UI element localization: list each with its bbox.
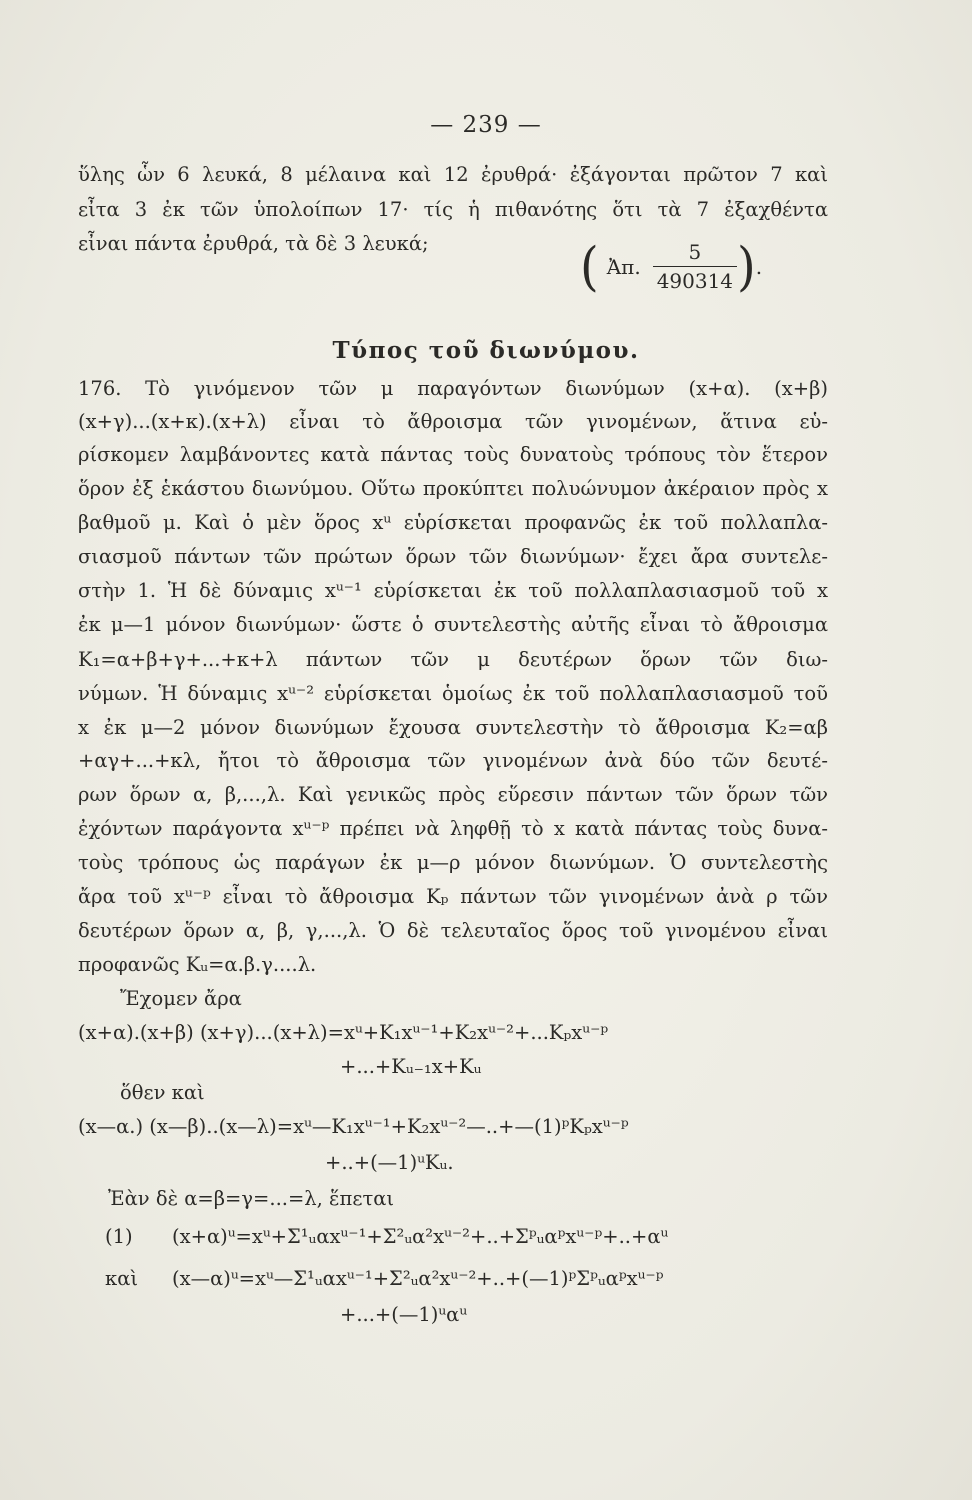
fraction-numerator: 5 (688, 240, 702, 264)
exomen-label: Ἔχομεν ἄρα (120, 987, 242, 1010)
answer-period: . (755, 254, 763, 279)
body-line: ρων ὅρων α, β,...,λ. Καὶ γενικῶς πρὸς εὕρεσιν πάντων τῶν ὅρων τῶν (78, 783, 828, 806)
body-line: ρίσκομεν λαμβάνοντες κατὰ πάντας τοὺς δυνατοὺς τρόπους τὸν ἕτερον (78, 443, 828, 466)
formula-difference-line2: +..+(—1)ᵘKᵤ. (325, 1151, 454, 1174)
body-line: ἄρα τοῦ xᵘ⁻ᵖ εἶναι τὸ ἄθροισμα Kₚ πάντων τῶν γινομένων ἀνὰ ρ τῶν (78, 885, 828, 908)
intro-line: εἶναι πάντα ἐρυθρά, τὰ δὲ 3 λευκά; (78, 232, 429, 255)
formula-product-line1: (x+α).(x+β) (x+γ)...(x+λ)=xᵘ+K₁xᵘ⁻¹+K₂xᵘ⁻²+...Kₚxᵘ⁻ᵖ (78, 1021, 609, 1044)
body-line: ἐχόντων παράγοντα xᵘ⁻ᵖ πρέπει νὰ ληφθῇ τὸ x κατὰ πάντας τοὺς δυνα- (78, 817, 828, 840)
binomial-expansion-sum: (x+α)ᵘ=xᵘ+Σ¹ᵤαxᵘ⁻¹+Σ²ᵤα²xᵘ⁻²+..+Σᵖᵤαᵖxᵘ⁻ᵖ+..+αᵘ (172, 1225, 669, 1248)
body-line: (x+γ)...(x+κ).(x+λ) εἶναι τὸ ἄθροισμα τῶν γινομένων, ἅτινα εὑ- (78, 410, 828, 433)
answer-fraction (580, 235, 763, 298)
othen-label: ὅθεν καὶ (120, 1081, 205, 1104)
body-line: δευτέρων ὅρων α, β, γ,...,λ. Ὁ δὲ τελευταῖος ὅρος τοῦ γινομένου εἶναι (78, 919, 828, 942)
binomial-expansion-diff-line1: (x—α)ᵘ=xᵘ—Σ¹ᵤαxᵘ⁻¹+Σ²ᵤα²xᵘ⁻²+..+(—1)ᵖΣᵖᵤαᵖxᵘ⁻ᵖ (172, 1267, 664, 1290)
body-line: νύμων. Ἡ δύναμις xᵘ⁻² εὑρίσκεται ὁμοίως ἐκ τοῦ πολλαπλασιασμοῦ τοῦ (78, 682, 828, 705)
section-title: Τύπος τοῦ διωνύμου. (332, 337, 640, 364)
intro-line: ὕλης ὧν 6 λευκά, 8 μέλαινα καὶ 12 ἐρυθρά· ἐξάγονται πρῶτον 7 καὶ (78, 163, 828, 186)
body-line: σιασμοῦ πάντων τῶν πρώτων ὅρων τῶν διωνύμων· ἔχει ἄρα συντελε- (78, 545, 828, 568)
answer-label: Ἀπ. (606, 254, 641, 279)
left-paren: ( (580, 235, 599, 298)
intro-line: εἶτα 3 ἐκ τῶν ὑπολοίπων 17· τίς ἡ πιθανότης ὅτι τὰ 7 ἐξαχθέντα (78, 198, 828, 221)
body-line: K₁=α+β+γ+...+κ+λ πάντων τῶν μ δευτέρων ὅρων τῶν διω- (78, 648, 828, 671)
equality-condition: Ἐὰν δὲ α=β=γ=...=λ, ἕπεται (108, 1187, 395, 1210)
body-line: +αγ+...+κλ, ἤτοι τὸ ἄθροισμα τῶν γινομένων ἀνὰ δύο τῶν δευτέ- (78, 749, 828, 772)
body-line: βαθμοῦ μ. Καὶ ὁ μὲν ὅρος xᵘ εὑρίσκεται προφανῶς ἐκ τοῦ πολλαπλα- (78, 511, 828, 534)
body-line: ὅρον ἐξ ἑκάστου διωνύμου. Οὕτω προκύπτει πολυώνυμον ἀκέραιον πρὸς x (78, 477, 828, 500)
right-paren: ) (737, 235, 756, 298)
body-line: στὴν 1. Ἡ δὲ δύναμις xᵘ⁻¹ εὑρίσκεται ἐκ τοῦ πολλαπλασιασμοῦ τοῦ x (78, 579, 828, 602)
fraction (653, 240, 737, 293)
formula-difference-line1: (x—α.) (x—β)..(x—λ)=xᵘ—K₁xᵘ⁻¹+K₂xᵘ⁻²—..+—(1)ᵖKₚxᵘ⁻ᵖ (78, 1115, 629, 1138)
body-line: x ἐκ μ—2 μόνον διωνύμων ἔχουσα συντελεστὴν τὸ ἄθροισμα K₂=αβ (78, 716, 828, 739)
body-line: ἐκ μ—1 μόνον διωνύμων· ὥστε ὁ συντελεστὴς αὐτῆς εἶναι τὸ ἄθροισμα (78, 613, 828, 636)
page-number: — 239 — (430, 112, 542, 138)
kai-label: καὶ (105, 1267, 139, 1290)
body-line: τοὺς τρόπους ὡς παράγων ἐκ μ—ρ μόνον διωνύμων. Ὁ συντελεστὴς (78, 851, 828, 874)
fraction-denominator: 490314 (653, 266, 737, 293)
equation-number-1: (1) (105, 1225, 133, 1248)
body-line: 176. Τὸ γινόμενον τῶν μ παραγόντων διωνύμων (x+α). (x+β) (78, 377, 828, 400)
formula-product-line2: +...+Kᵤ₋₁x+Kᵤ (340, 1055, 482, 1078)
binomial-expansion-diff-line2: +...+(—1)ᵘαᵘ (340, 1303, 468, 1326)
body-line: προφανῶς Kᵤ=α.β.γ....λ. (78, 953, 317, 976)
